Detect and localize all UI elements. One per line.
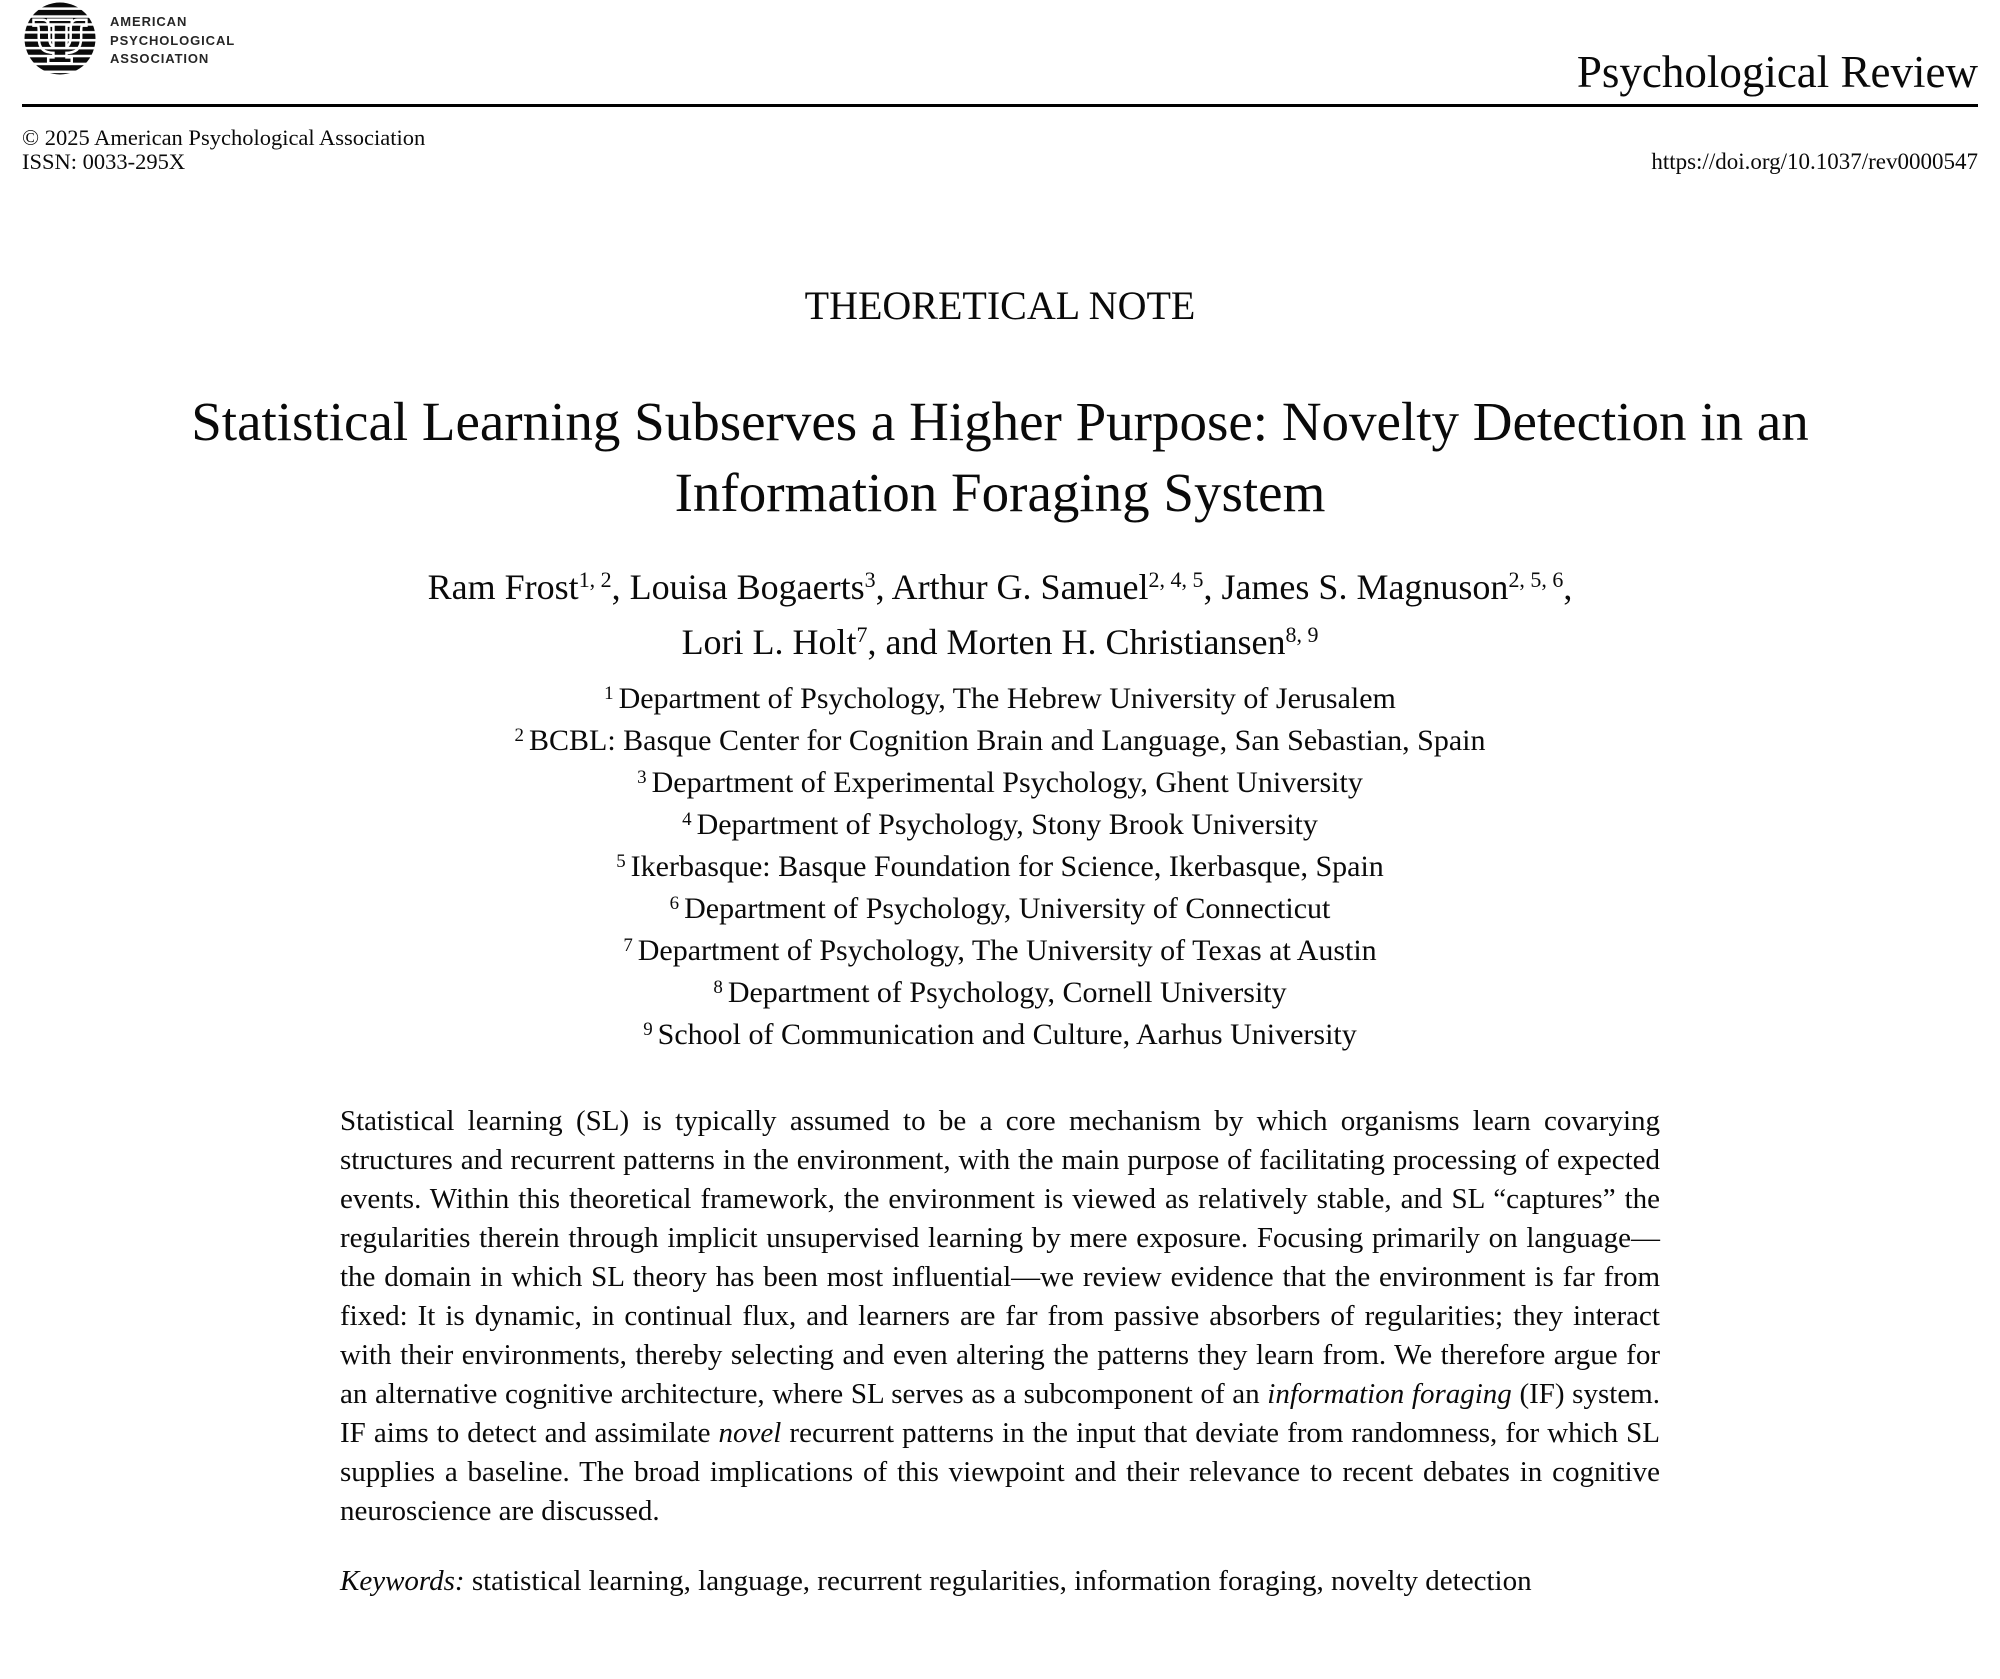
author-superscript: 7	[856, 621, 868, 647]
apa-psi-logo-icon	[24, 2, 96, 80]
header-masthead	[22, 0, 1978, 107]
authors-byline	[0, 560, 2000, 670]
section-label: THEORETICAL NOTE	[804, 283, 1196, 328]
author-separator: ,	[1203, 567, 1222, 607]
org-name	[110, 13, 235, 69]
org-name-line: PSYCHOLOGICAL	[110, 32, 236, 48]
abstract-paragraph	[340, 1102, 1660, 1531]
affiliation-superscript: 9	[643, 1018, 653, 1040]
affiliation-text: Department of Psychology, University of Connecticut	[684, 892, 1331, 925]
authors-line-1	[0, 560, 2000, 615]
keywords-label: Keywords:	[340, 1565, 465, 1597]
page-header	[0, 0, 2000, 174]
author-name: Louisa Bogaerts	[629, 567, 865, 607]
apa-logo-block	[24, 2, 235, 80]
article-title-line-1: Statistical Learning Subserves a Higher Purpose: Novelty Detection in an	[191, 391, 1809, 452]
affiliation-row	[0, 762, 2000, 804]
author-superscript: 2, 4, 5	[1148, 566, 1204, 592]
affiliation-text: Department of Experimental Psychology, Ghent University	[651, 766, 1363, 799]
affiliation-text: Department of Psychology, The Hebrew University of Jerusalem	[618, 682, 1396, 715]
affiliation-superscript: 7	[623, 934, 633, 956]
article-title-line-2: Information Foraging System	[674, 462, 1326, 523]
affiliation-row	[0, 720, 2000, 762]
article-title	[0, 386, 2000, 528]
affiliation-row	[0, 888, 2000, 930]
affiliation-superscript: 5	[616, 850, 626, 872]
affiliation-superscript: 1	[604, 682, 614, 704]
author-separator: ,	[1563, 567, 1573, 607]
copyright-block	[22, 126, 425, 174]
journal-title: Psychological Review	[1576, 47, 1978, 97]
author-superscript: 3	[864, 566, 876, 592]
author-name: Morten H. Christiansen	[946, 622, 1286, 662]
abstract-text: recurrent patterns in the input that deviate from randomness, for which SL supplies a baseline. The broad implications of this viewpoint and their relevance to recent debates in cognitive neuroscience are discussed.	[340, 1417, 1660, 1527]
affiliation-row	[0, 930, 2000, 972]
affiliation-superscript: 3	[637, 766, 647, 788]
affiliation-text: Ikerbasque: Basque Foundation for Science, Ikerbasque, Spain	[630, 850, 1384, 883]
affiliations-list	[0, 678, 2000, 1056]
author-separator: , and	[867, 622, 947, 662]
header-meta	[22, 126, 1978, 174]
author-separator: ,	[875, 567, 892, 607]
affiliation-text: Department of Psychology, Cornell University	[727, 976, 1287, 1009]
affiliation-superscript: 2	[514, 724, 524, 746]
affiliation-row	[0, 678, 2000, 720]
author-name: James S. Magnuson	[1221, 567, 1509, 607]
org-name-line: ASSOCIATION	[110, 51, 210, 67]
abstract-italic: novel	[718, 1417, 782, 1449]
abstract-text: (IF) system. IF aims to detect and assimilate	[340, 1378, 1660, 1449]
abstract-italic: information foraging	[1267, 1378, 1512, 1410]
author-name: Arthur G. Samuel	[891, 567, 1149, 607]
affiliation-row	[0, 804, 2000, 846]
author-name: Lori L. Holt	[681, 622, 857, 662]
author-name: Ram Frost	[427, 567, 579, 607]
affiliation-text: School of Communication and Culture, Aarhus University	[657, 1018, 1357, 1051]
affiliation-row	[0, 846, 2000, 888]
doi-link[interactable]: https://doi.org/10.1037/rev0000547	[1651, 149, 1978, 174]
issn-line: ISSN: 0033-295X	[22, 149, 186, 174]
affiliation-superscript: 4	[682, 808, 692, 830]
copyright-line: © 2025 American Psychological Association	[22, 125, 426, 150]
affiliation-row	[0, 972, 2000, 1014]
affiliation-text: BCBL: Basque Center for Cognition Brain and Language, San Sebastian, Spain	[528, 724, 1486, 757]
org-name-line: AMERICAN	[110, 14, 188, 30]
abstract-text: Statistical learning (SL) is typically assumed to be a core mechanism by which organisms learn covarying structures and recurrent patterns in the environment, with the main purpose of facilitating processing of expected events. Within this theoretical framework, the environment is viewed as relatively stable, and SL “captures” the regularities therein through implicit unsupervised learning by mere exposure. Focusing primarily on language—the domain in which SL theory has been most influential—we review evidence that the environment is far from fixed: It is dynamic, in continual flux, and learners are far from passive absorbers of regularities; they interact with their environments, thereby selecting and even altering the patterns they learn from. We therefore argue for an alternative cognitive architecture, where SL serves as a subcomponent of an	[340, 1105, 1660, 1410]
keywords-line	[340, 1562, 1660, 1601]
author-superscript: 2, 5, 6	[1508, 566, 1564, 592]
author-superscript: 1, 2	[578, 566, 612, 592]
keywords-text: statistical learning, language, recurrent regularities, information foraging, novelty detection	[464, 1565, 1532, 1597]
svg-text:Ψ: Ψ	[34, 10, 86, 75]
affiliation-text: Department of Psychology, The University of Texas at Austin	[637, 934, 1377, 967]
affiliation-row	[0, 1014, 2000, 1056]
authors-line-2	[0, 615, 2000, 670]
affiliation-text: Department of Psychology, Stony Brook University	[696, 808, 1318, 841]
author-separator: ,	[611, 567, 630, 607]
affiliation-superscript: 6	[669, 892, 680, 914]
affiliation-superscript: 8	[713, 976, 723, 998]
author-superscript: 8, 9	[1285, 621, 1319, 647]
